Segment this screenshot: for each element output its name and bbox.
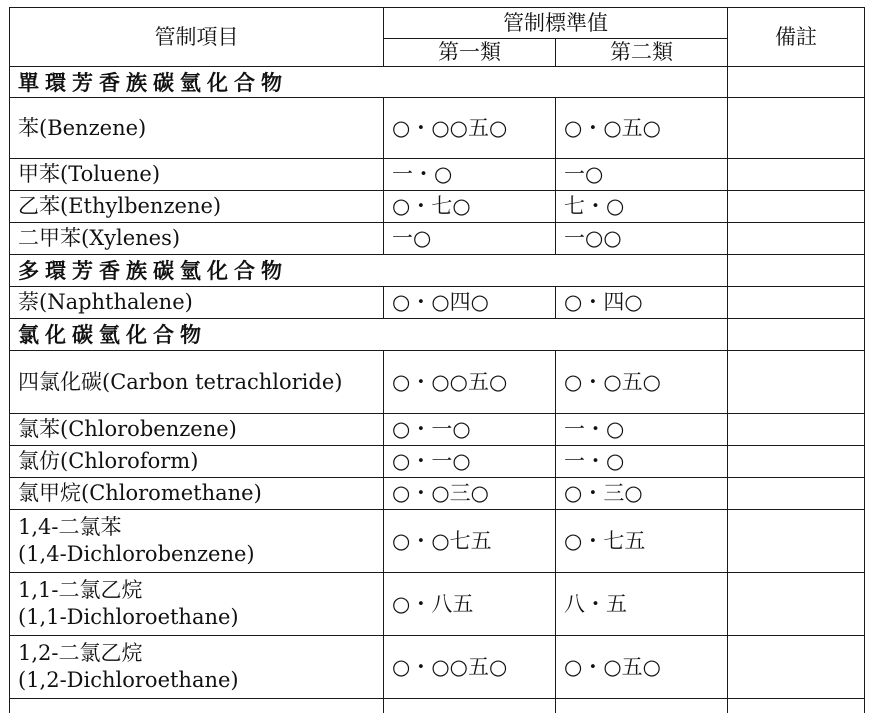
item-name-en: (1,1-Dichloroethane) [18, 605, 239, 629]
table-row [10, 98, 865, 159]
note-cell [728, 446, 865, 478]
class-2-value: ○・七五 [556, 510, 728, 573]
table-row [10, 636, 865, 699]
header-class-2: 第二類 [556, 39, 728, 67]
class-2-value: 一○ [556, 159, 728, 191]
class-2-value: 一○○ [556, 223, 728, 255]
item-name-cn: 1,1-二氯乙烷 [18, 578, 143, 602]
class-2-value: ○・○五○ [556, 351, 728, 414]
note-cell [728, 351, 865, 414]
table-row [10, 191, 865, 223]
class-1-value: ○・○三○ [384, 478, 556, 510]
note-cell [728, 191, 865, 223]
class-2-partial [556, 699, 728, 713]
item-name-cn: 1,4-二氯苯 [18, 515, 122, 539]
table-row [10, 67, 865, 98]
note-cell [728, 67, 865, 98]
item-name: 苯(Benzene) [10, 98, 384, 159]
table-row [10, 319, 865, 351]
class-1-value: 一・○ [384, 159, 556, 191]
table-body [10, 8, 865, 713]
note-cell [728, 159, 865, 191]
table-row [10, 159, 865, 191]
item-name [10, 573, 384, 636]
class-2-value: 一・○ [556, 414, 728, 446]
section-label: 多環芳香族碳氫化合物 [10, 255, 728, 287]
note-cell [728, 573, 865, 636]
item-name-en: (1,2-Dichloroethane) [18, 668, 239, 692]
table-row [10, 446, 865, 478]
item-name [10, 510, 384, 573]
note-cell [728, 510, 865, 573]
item-name: 二甲苯(Xylenes) [10, 223, 384, 255]
table-row [10, 573, 865, 636]
note-cell [728, 98, 865, 159]
item-name: 四氯化碳(Carbon tetrachloride) [10, 351, 384, 414]
item-name: 乙苯(Ethylbenzene) [10, 191, 384, 223]
header-item: 管制項目 [10, 8, 384, 67]
class-2-value: ○・○五○ [556, 636, 728, 699]
header-row-1 [10, 8, 865, 39]
note-cell [728, 223, 865, 255]
note-cell [728, 478, 865, 510]
class-1-value: 一○ [384, 223, 556, 255]
item-name: 氯仿(Chloroform) [10, 446, 384, 478]
header-note: 備註 [728, 8, 865, 67]
note-cell [728, 414, 865, 446]
class-2-value: 八・五 [556, 573, 728, 636]
header-class-1: 第一類 [384, 39, 556, 67]
item-name: 甲苯(Toluene) [10, 159, 384, 191]
table-row-partial [10, 699, 865, 713]
note-cell [728, 255, 865, 287]
table-row [10, 478, 865, 510]
table-row [10, 287, 865, 319]
class-1-partial [384, 699, 556, 713]
item-name: 萘(Naphthalene) [10, 287, 384, 319]
class-1-value: ○・○四○ [384, 287, 556, 319]
note-cell [728, 636, 865, 699]
item-name-cn: 1,2-二氯乙烷 [18, 641, 143, 665]
class-1-value: ○・○○五○ [384, 98, 556, 159]
class-1-value: ○・一○ [384, 446, 556, 478]
class-2-value: 七・○ [556, 191, 728, 223]
table-row [10, 255, 865, 287]
item-name [10, 636, 384, 699]
table-row [10, 351, 865, 414]
note-cell [728, 699, 865, 713]
class-2-value: 一・○ [556, 446, 728, 478]
class-1-value: ○・○○五○ [384, 636, 556, 699]
section-label: 單環芳香族碳氫化合物 [10, 67, 728, 98]
item-name: 氯苯(Chlorobenzene) [10, 414, 384, 446]
class-1-value: ○・○七五 [384, 510, 556, 573]
table-row [10, 510, 865, 573]
header-standard: 管制標準值 [384, 8, 728, 39]
class-1-value: ○・一○ [384, 414, 556, 446]
item-name: 氯甲烷(Chloromethane) [10, 478, 384, 510]
class-1-value: ○・八五 [384, 573, 556, 636]
note-cell [728, 287, 865, 319]
class-2-value: ○・○五○ [556, 98, 728, 159]
item-name-partial [10, 699, 384, 713]
class-2-value: ○・三○ [556, 478, 728, 510]
section-label: 氯化碳氫化合物 [10, 319, 728, 351]
table-row [10, 414, 865, 446]
item-name-en: (1,4-Dichlorobenzene) [18, 542, 255, 566]
class-1-value: ○・七○ [384, 191, 556, 223]
control-standards-table [9, 7, 865, 713]
table-row [10, 223, 865, 255]
class-2-value: ○・四○ [556, 287, 728, 319]
class-1-value: ○・○○五○ [384, 351, 556, 414]
note-cell [728, 319, 865, 351]
